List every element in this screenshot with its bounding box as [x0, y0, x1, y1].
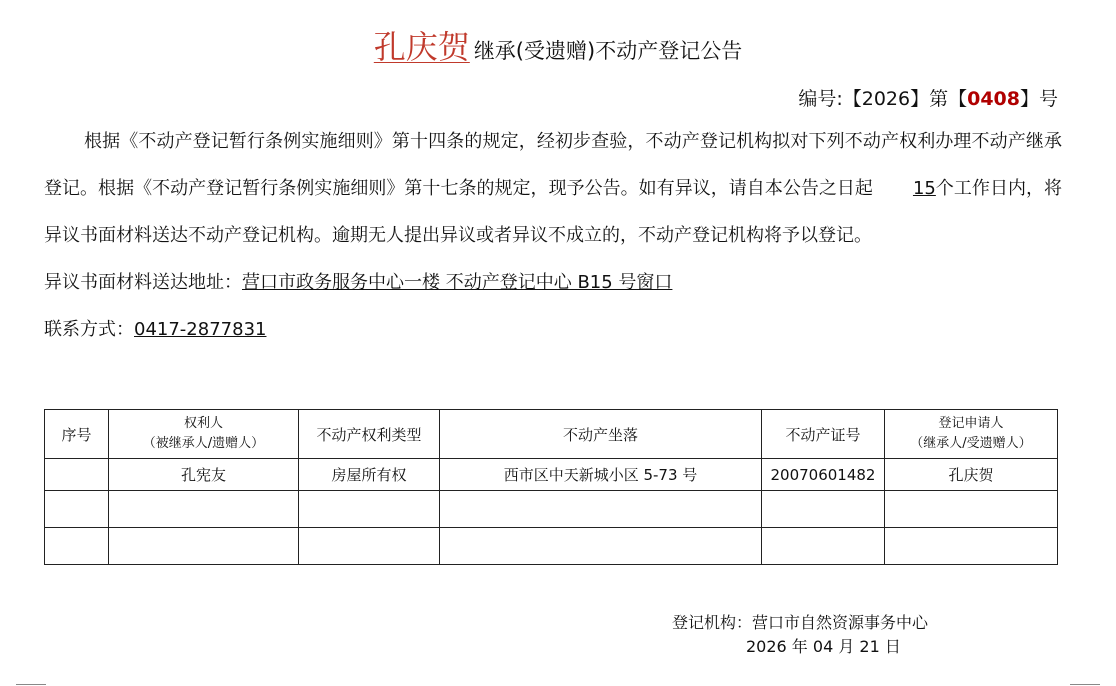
table-header-row	[45, 410, 1058, 459]
empty-cell	[885, 528, 1058, 565]
address-label: 异议书面材料送达地址：	[44, 272, 242, 293]
table-row-empty	[45, 528, 1058, 565]
header-cert: 不动产证号	[762, 410, 885, 459]
notice-number-value: 0408	[967, 88, 1020, 110]
empty-cell	[45, 491, 109, 528]
header-type: 不动产权利类型	[299, 410, 440, 459]
notice-number	[798, 84, 1058, 111]
cell-applicant: 孔庆贺	[885, 459, 1058, 491]
contact-label: 联系方式：	[44, 319, 134, 340]
header-applicant-label: 登记申请人	[938, 416, 1004, 431]
header-holder	[109, 410, 299, 459]
page-corner-mark-left	[16, 684, 46, 685]
notice-body	[44, 118, 1062, 353]
empty-cell	[299, 528, 440, 565]
cell-holder: 孔宪友	[109, 459, 299, 491]
title-text: 继承(受遗赠)不动产登记公告	[473, 39, 743, 63]
cell-seq	[45, 459, 109, 491]
paragraph-part1: 根据《不动产登记暂行条例实施细则》第十四条的规定，经初步查验，不动产登记机构拟对下列不动产权利办理不动产继承登记。根据《不动产登记暂行条例实施细则》第十七条的规定，现予公告。如有异议，请自本公告之日起	[44, 131, 1062, 199]
paragraph-part2: 个工作日内，将异议书面材料送达不动产登记机构。逾期无人提出异议或者异议不成立的，不动产登记机构将予以登记。	[44, 178, 1063, 246]
cell-location: 西市区中天新城小区 5-73 号	[440, 459, 762, 491]
registration-table	[44, 409, 1058, 565]
empty-cell	[440, 528, 762, 565]
table-row	[45, 459, 1058, 491]
title-name: 孔庆贺	[373, 28, 470, 66]
header-location: 不动产坐落	[440, 410, 762, 459]
address-line	[44, 259, 1062, 306]
notice-date: 2026 年 04 月 21 日	[746, 637, 901, 656]
header-applicant	[885, 410, 1058, 459]
registration-org: 登记机构：营口市自然资源事务中心	[672, 613, 929, 632]
page-corner-mark-right	[1070, 684, 1100, 685]
table-row-empty	[45, 491, 1058, 528]
cell-type: 房屋所有权	[299, 459, 440, 491]
empty-cell	[109, 491, 299, 528]
empty-cell	[762, 491, 885, 528]
empty-cell	[885, 491, 1058, 528]
header-holder-label: 权利人	[183, 416, 223, 431]
notice-number-prefix: 编号:【2026】第【	[798, 88, 968, 110]
contact-line	[44, 306, 1062, 353]
empty-cell	[299, 491, 440, 528]
empty-cell	[440, 491, 762, 528]
header-seq: 序号	[45, 410, 109, 459]
address-value: 营口市政务服务中心一楼 不动产登记中心 B15 号窗口	[242, 272, 673, 293]
header-applicant-sub: （继承人/受遗赠人）	[910, 436, 1032, 451]
empty-cell	[45, 528, 109, 565]
contact-value: 0417-2877831	[134, 319, 267, 340]
empty-cell	[109, 528, 299, 565]
objection-days: 15	[912, 178, 936, 199]
notice-title	[0, 22, 1116, 68]
notice-paragraph	[44, 118, 1062, 259]
notice-number-suffix: 】号	[1019, 88, 1058, 110]
cell-cert: 20070601482	[762, 459, 885, 491]
header-holder-sub: （被继承人/遗赠人）	[142, 436, 265, 451]
empty-cell	[762, 528, 885, 565]
notice-footer	[672, 611, 928, 659]
